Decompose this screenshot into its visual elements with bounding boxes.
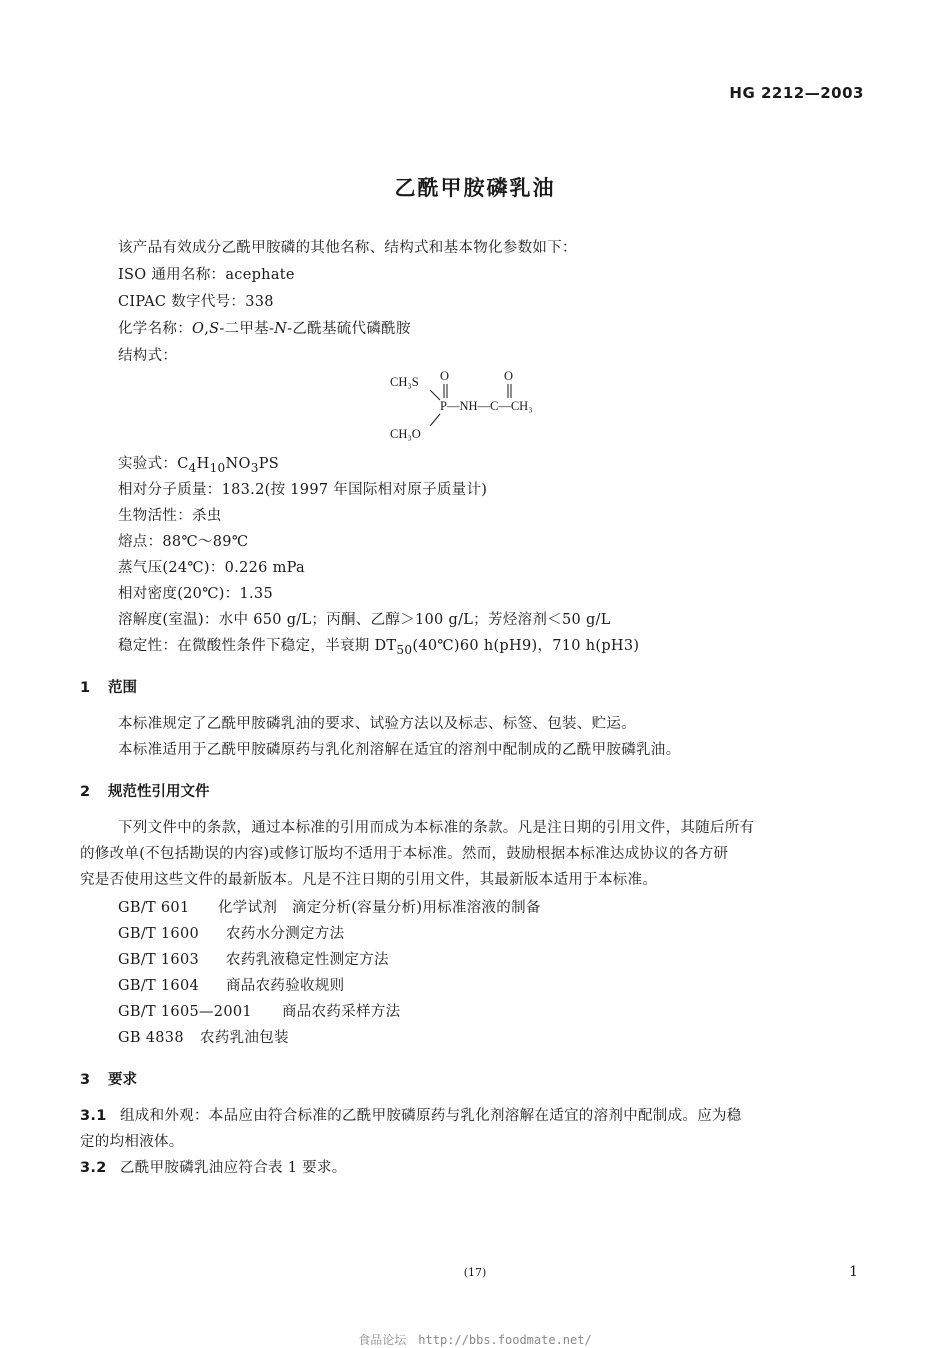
cipac-code: CIPAC 数字代号：338 <box>118 294 274 310</box>
reference-item <box>118 1000 400 1021</box>
reference-code: GB/T 1605—2001 <box>118 1004 252 1020</box>
section-2-title: 规范性引用文件 <box>108 784 210 800</box>
section-1-para-1: 本标准规定了乙酰甲胺磷乳油的要求、试验方法以及标志、标签、包装、贮运。 <box>118 716 636 732</box>
reference-code: GB 4838 <box>118 1030 184 1046</box>
struct-ch3o: CH₃O <box>390 427 421 441</box>
stability-prefix: 稳定性：在微酸性条件下稳定，半衰期 DT <box>118 638 397 654</box>
page-marker: (17) <box>463 1266 487 1279</box>
vapor-pressure: 蒸气压(24℃)：0.226 mPa <box>118 560 306 576</box>
reference-title: 化学试剂 滴定分析(容量分析)用标准溶液的制备 <box>218 900 541 916</box>
reference-title: 农药水分测定方法 <box>226 926 345 942</box>
section-2-num: 2 <box>80 784 91 800</box>
clause-3-1-text: 组成和外观：本品应由符合标准的乙酰甲胺磷原药与乳化剂溶解在适宜的溶剂中配制成。应为稳 <box>120 1108 742 1124</box>
structure-label: 结构式： <box>118 348 178 364</box>
chem-name-s: S <box>209 321 220 337</box>
section-3-heading <box>80 1068 137 1089</box>
reference-title: 农药乳油包装 <box>200 1030 289 1046</box>
reference-item <box>118 896 541 917</box>
structural-formula <box>380 362 580 442</box>
reference-code: GB/T 601 <box>118 900 190 916</box>
struct-o-top-p: O <box>440 369 450 383</box>
stability <box>118 634 639 657</box>
reference-item <box>118 1026 289 1047</box>
chem-name-o: O <box>192 321 205 337</box>
watermark: 食品论坛 http://bbs.foodmate.net/ <box>358 1333 592 1347</box>
reference-item <box>118 974 344 995</box>
formula-h-sub: 10 <box>209 460 226 475</box>
formula-c-sub: 4 <box>188 460 197 475</box>
chem-name-suffix: -乙酰基硫代磷酰胺 <box>287 321 411 337</box>
struct-s-p-bond <box>430 390 440 400</box>
formula-ps: PS <box>258 456 280 472</box>
clause-3-1-continued: 定的均相液体。 <box>80 1134 184 1150</box>
section-1-num: 1 <box>80 680 91 696</box>
chem-name-n: N <box>274 321 288 337</box>
reference-title: 商品农药验收规则 <box>226 978 345 994</box>
chem-name-prefix: 化学名称： <box>118 321 192 337</box>
formula-h: H <box>196 456 210 472</box>
reference-title: 农药乳液稳定性测定方法 <box>226 952 389 968</box>
section-2-para-line-1: 下列文件中的条款，通过本标准的引用而成为本标准的条款。凡是注日期的引用文件，其随后所有 <box>118 820 755 836</box>
reference-code: GB/T 1600 <box>118 926 200 942</box>
intro-lead: 该产品有效成分乙酰甲胺磷的其他名称、结构式和基本物化参数如下： <box>118 240 577 256</box>
clause-3-2 <box>80 1156 347 1177</box>
chemical-name <box>118 317 411 338</box>
section-2-para-line-3: 究是否使用这些文件的最新版本。凡是不注日期的引用文件，其最新版本适用于本标准。 <box>80 872 658 888</box>
stability-suffix: (40℃)60 h(pH9)，710 h(pH3) <box>412 638 640 654</box>
section-2-heading <box>80 780 210 801</box>
reference-item <box>118 948 389 969</box>
melting-point: 熔点：88℃～89℃ <box>118 534 249 550</box>
standard-code: HG 2212—2003 <box>729 84 864 102</box>
struct-o-p-bond <box>430 414 440 426</box>
formula-no: NO <box>225 456 251 472</box>
struct-ch3s: CH₃S <box>390 375 419 389</box>
clause-3-1-num: 3.1 <box>80 1108 107 1124</box>
solubility: 溶解度(室温)：水中 650 g/L；丙酮、乙醇＞100 g/L；芳烃溶剂＜50 g/L <box>118 612 611 628</box>
section-1-para-2: 本标准适用于乙酰甲胺磷原药与乳化剂溶解在适宜的溶剂中配制成的乙酰甲胺磷乳油。 <box>118 742 681 758</box>
reference-code: GB/T 1603 <box>118 952 200 968</box>
struct-p-chain: P—NH—C—CH₃ <box>440 399 533 413</box>
reference-item <box>118 922 344 943</box>
molecular-mass: 相对分子质量：183.2(按 1997 年国际相对原子质量计) <box>118 482 488 498</box>
struct-o-top-c: O <box>504 369 514 383</box>
section-3-title: 要求 <box>108 1072 137 1088</box>
document-title: 乙酰甲胺磷乳油 <box>394 176 556 200</box>
section-1-title: 范围 <box>108 680 137 696</box>
page-number: 1 <box>849 1264 858 1280</box>
iso-common-name: ISO 通用名称：acephate <box>118 267 295 283</box>
clause-3-2-text: 乙酰甲胺磷乳油应符合表 1 要求。 <box>120 1160 347 1176</box>
section-2-para-line-2: 的修改单(不包括勘误的内容)或修订版均不适用于本标准。然而，鼓励根据本标准达成协议的各方研 <box>80 846 729 862</box>
clause-3-2-num: 3.2 <box>80 1160 107 1176</box>
formula-no-sub: 3 <box>250 460 259 475</box>
chem-name-mid: -二甲基- <box>219 321 275 337</box>
reference-title: 商品农药采样方法 <box>282 1004 401 1020</box>
stability-sub: 50 <box>396 642 413 657</box>
section-3-num: 3 <box>80 1072 91 1088</box>
reference-code: GB/T 1604 <box>118 978 200 994</box>
section-1-heading <box>80 676 137 697</box>
empirical-formula <box>118 452 279 475</box>
relative-density: 相对密度(20℃)：1.35 <box>118 586 273 602</box>
chem-name-comma: , <box>204 321 210 337</box>
bio-activity: 生物活性：杀虫 <box>118 508 222 524</box>
clause-3-1 <box>80 1104 742 1125</box>
formula-prefix: 实验式： <box>118 456 178 472</box>
formula-c: C <box>177 456 189 472</box>
